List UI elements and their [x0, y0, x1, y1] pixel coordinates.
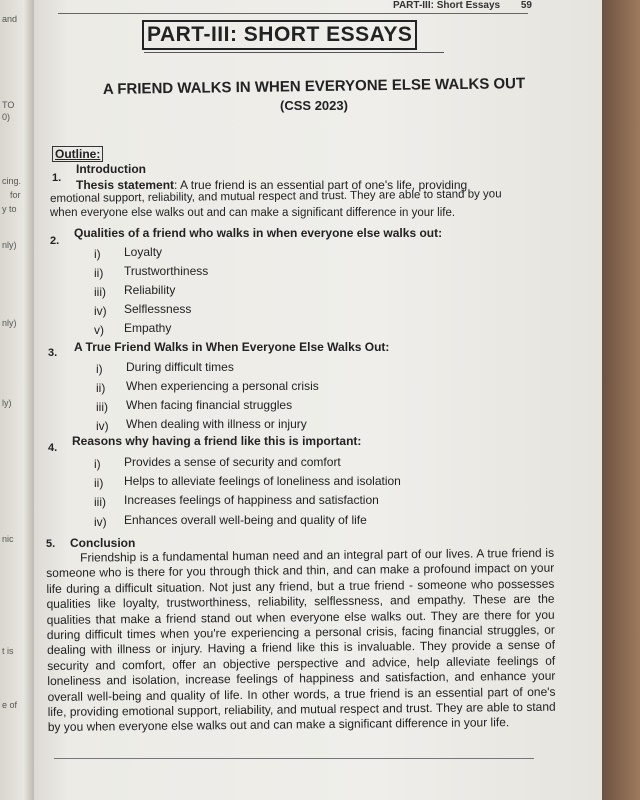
list-number: ii) [94, 266, 104, 280]
list-item: When dealing with illness or injury [126, 417, 307, 431]
list-number: ii) [94, 476, 104, 490]
page-number: 59 [520, 0, 532, 11]
thesis-label: Thesis statement [76, 178, 175, 192]
book-page [34, 0, 602, 800]
section-number: 4. [48, 442, 58, 454]
left-page-fragment: nic [2, 534, 14, 544]
thesis-line: when everyone else walks out and can make a significant difference in your life. [50, 207, 456, 219]
list-item: Helps to alleviate feelings of loneliness and isolation [124, 474, 401, 488]
left-page-fragment: TO [2, 100, 15, 110]
section-heading: Conclusion [70, 536, 136, 550]
list-number: v) [94, 323, 104, 337]
running-head [393, 0, 532, 11]
list-number: ii) [96, 381, 106, 395]
section-number: 5. [46, 538, 56, 550]
section-heading: Qualities of a friend who walks in when everyone else walks out: [74, 226, 443, 240]
conclusion-paragraph [46, 546, 556, 736]
left-page-fragment: ly) [2, 398, 12, 408]
list-item: Loyalty [124, 245, 163, 259]
list-item: Selflessness [124, 302, 192, 316]
list-item: Empathy [124, 321, 172, 335]
section-number: 2. [50, 235, 60, 247]
list-number: iv) [94, 515, 107, 529]
list-item: Trustworthiness [124, 264, 209, 278]
left-page-fragment: nly) [2, 240, 17, 250]
left-page-fragment: 0) [2, 112, 11, 122]
list-number: iv) [96, 419, 109, 433]
part-title: PART-III: SHORT ESSAYS [142, 20, 417, 50]
left-page-fragment: y to [2, 204, 17, 214]
bottom-rule [54, 758, 534, 759]
list-item: When facing financial struggles [126, 398, 293, 412]
list-item: Reliability [124, 283, 176, 297]
list-item: During difficult times [126, 360, 234, 374]
list-item: Increases feelings of happiness and satisfaction [124, 493, 379, 507]
essay-title: A FRIEND WALKS IN WHEN EVERYONE ELSE WALKS OUT [102, 75, 526, 98]
left-page-fragment: cing. [2, 176, 22, 186]
left-page-fragment: for [10, 190, 21, 200]
background-surface [602, 0, 640, 800]
header-rule [58, 13, 528, 14]
conclusion-text: Friendship is a fundamental human need and an integral part of our lives. A true friend is someone who is there for you through thick and thin, and can make a profound impact on your life during a difficult situation. Not just any friend, but a true friend - someone who possesses qualities like loyalty, trustworthiness, reliability, selflessness, and empathy. These are the qualities that make a friend stand out when everyone else walks out. They are there for you during difficult times when you're experiencing a personal crisis, facing financial struggles, or dealing with illness or injury. Having a friend like this is invaluable. They provide a sense of security and comfort, offer an objective perspective and advice, help alleviate feelings of loneliness and isolation, increase feelings of happiness and satisfaction, and enhance your overall well-being and quality of life. In other words, a true friend is an essential part of one's life, providing emotional support, reliability, and mutual respect and trust. They are able to stand by you when everyone else walks out and can make a significant difference in your life. [46, 545, 556, 735]
list-item: Provides a sense of security and comfort [124, 455, 341, 469]
running-head-text: PART-III: Short Essays [393, 0, 501, 11]
list-number: i) [94, 457, 101, 471]
list-number: iii) [94, 285, 106, 299]
list-item: Enhances overall well-being and quality of life [124, 513, 367, 527]
left-page-edge [0, 0, 34, 800]
left-page-fragment: and [2, 14, 18, 24]
section-number: 3. [48, 347, 58, 359]
left-page-fragment: e of [2, 700, 18, 710]
outline-label: Outline: [52, 146, 103, 162]
essay-subtitle: (CSS 2023) [280, 98, 348, 113]
part-title-rule [144, 52, 444, 53]
section-heading: Reasons why having a friend like this is important: [72, 434, 362, 448]
thesis-text: : A true friend is an essential part of one's life, providing [174, 178, 468, 192]
list-number: iii) [94, 495, 106, 509]
left-page-fragment: nly) [2, 318, 17, 328]
list-number: iii) [96, 400, 108, 414]
list-number: i) [94, 247, 101, 261]
section-heading: Introduction [76, 162, 146, 176]
list-item: When experiencing a personal crisis [126, 379, 319, 393]
section-number: 1. [52, 172, 62, 184]
list-number: i) [96, 362, 103, 376]
left-page-fragment: t is [2, 646, 14, 656]
list-number: iv) [94, 304, 107, 318]
thesis-line: emotional support, reliability, and mutual respect and trust. They are able to stand by you [50, 188, 502, 205]
section-heading: A True Friend Walks in When Everyone Else Walks Out: [74, 340, 390, 354]
